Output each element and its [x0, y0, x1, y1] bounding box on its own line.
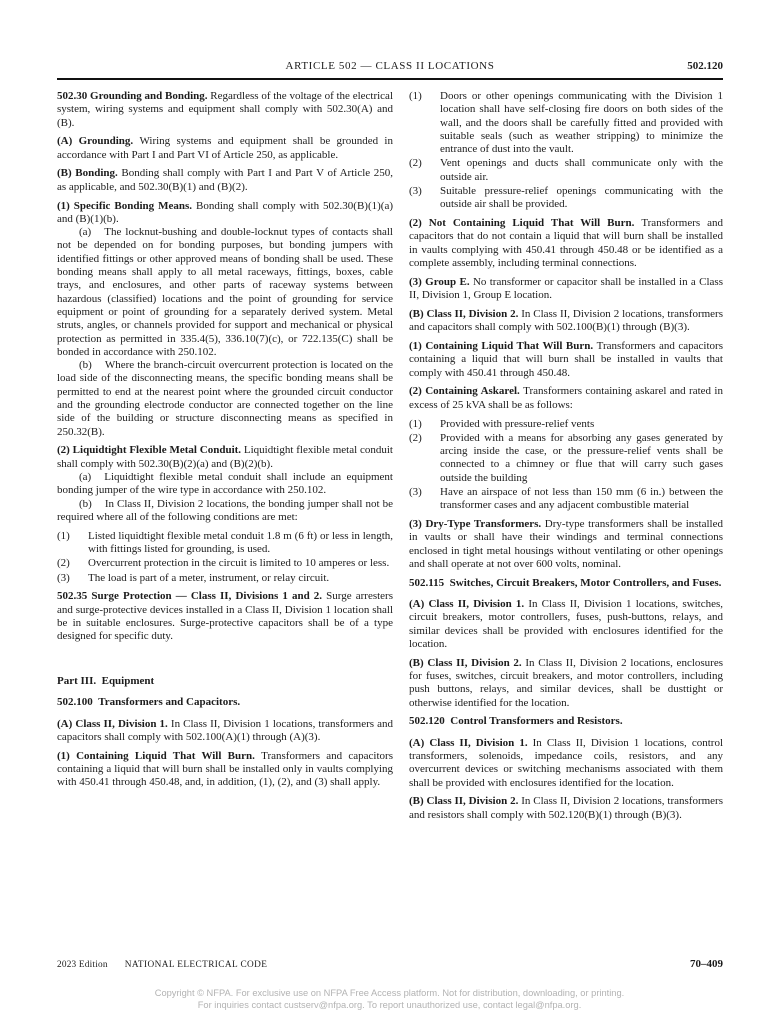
- paragraph-lead: (2) Liquidtight Flexible Metal Conduit.: [57, 444, 244, 457]
- paragraph: (1) Containing Liquid That Will Burn. Transformers and capacitors containing a liquid that will burn shall be installed in vaults that comply with 450.41 through 450.48.: [409, 340, 723, 379]
- list-item-text: Doors or other openings communicating with the Division 1 location shall have self-closing fire doors on both sides of the wall, and the doors shall be carefully fitted and provided with suitable seals (such as weather stripping) to minimize the entrance of dust into the vault.: [440, 90, 723, 156]
- left-column: [57, 90, 393, 828]
- copyright-notice: [0, 987, 779, 1011]
- paragraph-lead: (1) Containing Liquid That Will Burn.: [57, 749, 262, 762]
- paragraph-lead: (B) Bonding.: [57, 167, 122, 180]
- paragraph: 502.35 Surge Protection — Class II, Divisions 1 and 2. Surge arresters and surge-protective devices installed in a Class II, Division 1 location shall be in suitable enclosures. Surge-protective capacitors shall be of a type designed for specific duty.: [57, 590, 393, 643]
- paragraph: (2) Not Containing Liquid That Will Burn. Transformers and capacitors that do not contain a liquid that will burn shall be installed in vaults complying with 450.41 through 450.48 or be identified as a complete assembly, including terminal connections.: [409, 217, 724, 270]
- paragraph-lead: (A) Class II, Division 1.: [409, 598, 529, 611]
- paragraph-lead: (1) Containing Liquid That Will Burn.: [409, 340, 597, 353]
- edition-label: 2023 Edition: [57, 960, 108, 970]
- section-number-header: 502.120: [687, 60, 723, 72]
- spacer: [57, 649, 393, 675]
- section-heading: 502.115 Switches, Circuit Breakers, Motor Controllers, and Fuses.: [409, 576, 722, 589]
- list-item-number: (1): [409, 417, 422, 430]
- paragraph-lead: (B) Class II, Division 2.: [409, 656, 526, 669]
- page-number: 70–409: [690, 958, 723, 970]
- list-item: [409, 90, 723, 156]
- paragraph: (A) Grounding. Wiring systems and equipment shall be grounded in accordance with Part I and Part VI of Article 250, as applicable.: [57, 135, 393, 161]
- paragraph: (3) Dry-Type Transformers. Dry-type transformers shall be installed in vaults or shall have their windings and terminal connections enclosed in tight metal housings without ventilating or other openings and shall operate at not over 600 volts, nominal.: [409, 518, 723, 570]
- sub-paragraph: (b) In Class II, Division 2 locations, the bonding jumper shall not be required where all of the following conditions are met:: [57, 497, 393, 523]
- paragraph-lead: (3) Group E.: [409, 275, 473, 288]
- list-item: [409, 432, 723, 485]
- code-name-label: NATIONAL ELECTRICAL CODE: [124, 960, 268, 970]
- paragraph: (A) Class II, Division 1. In Class II, Division 1 locations, switches, circuit breakers, motor controllers, fuses, push-buttons, relays, and similar devices shall be provided with enclosures identified for the location.: [409, 598, 723, 650]
- list-item: [409, 486, 723, 513]
- sub-paragraph-label: (b): [79, 359, 92, 372]
- list-item-number: (3): [409, 486, 422, 499]
- paragraph-lead: (3) Dry-Type Transformers.: [409, 518, 545, 531]
- numbered-list: [409, 418, 723, 513]
- paragraph: (B) Bonding. Bonding shall comply with Part I and Part V of Article 250, as applicable, and 502.30(B)(1) and (B)(2).: [57, 167, 393, 193]
- copyright-line-1: Copyright © NFPA. For exclusive use on NFPA Free Access platform. Not for distribution, downloading, or printing.: [154, 988, 625, 998]
- paragraph: (A) Class II, Division 1. In Class II, Division 1 locations, control transformers, solenoids, impedance coils, resistors, and any overcurrent devices or switching mechanisms associated with them shall be provided with enclosures identified for the location.: [409, 736, 724, 789]
- paragraph: (2) Liquidtight Flexible Metal Conduit. Liquidtight flexible metal conduit shall comply with 502.30(B)(2)(a) and (B)(2)(b).: [57, 444, 393, 470]
- text-columns: [57, 90, 723, 828]
- paragraph: (1) Containing Liquid That Will Burn. Transformers and capacitors containing a liquid that will burn shall be installed only in vaults complying with 450.41 through 450.48, and, in addition, (1), (2), and (3) shall apply.: [57, 749, 393, 789]
- paragraph-lead: (A) Class II, Division 1.: [57, 717, 171, 730]
- list-item-text: Suitable pressure-relief openings communicating with the outside air shall be provided.: [440, 185, 723, 211]
- list-item-number: (1): [57, 529, 70, 542]
- paragraph: 502.30 Grounding and Bonding. Regardless of the voltage of the electrical system, wiring systems and equipment shall comply with 502.30(A) and (B).: [57, 90, 393, 129]
- sub-paragraph: (a) The locknut-bushing and double-locknut types of contacts shall not be depended on for bonding purposes, but bonding jumpers with identified fittings or other approved means of bonding shall be used. These bonding means shall apply to all metal raceways, fittings, boxes, cable trays, and enclosures, and other parts of raceway systems between hazardous (classified) locations and the point of grounding for service equipment or point of grounding for a separately derived system. Metal struts, angles, or channels provided for support and mechanical or physical protection as permitted in 335.4(5), 336.10(7)(c), or 722.135(C) shall be bonded in accordance with 250.102.: [57, 226, 393, 358]
- paragraph: (B) Class II, Division 2. In Class II, Division 2 locations, enclosures for fuses, switches, circuit breakers, and motor controllers, including push buttons, relays, and similar devices, shall be dusttight or otherwise identified for the location.: [409, 656, 723, 709]
- copyright-line-2: For inquiries contact custserv@nfpa.org. To report unauthorized use, contact legal@nfpa.org.: [197, 1000, 582, 1010]
- paragraph-lead: 502.35 Surge Protection — Class II, Divisions 1 and 2.: [57, 590, 327, 603]
- list-item-number: (2): [409, 157, 422, 170]
- article-title: ARTICLE 502 — CLASS II LOCATIONS: [285, 60, 495, 72]
- list-item-number: (2): [57, 557, 70, 570]
- paragraph-lead: (B) Class II, Division 2.: [409, 795, 522, 808]
- list-item: [57, 557, 393, 570]
- list-item: [57, 530, 393, 557]
- list-item-number: (2): [409, 431, 422, 444]
- page-header: [57, 58, 723, 80]
- section-heading: Part III. Equipment: [57, 675, 155, 688]
- list-item-text: Have an airspace of not less than 150 mm (6 in.) between the transformer cases and any adjacent combustible material: [440, 486, 723, 512]
- paragraph-lead: (1) Specific Bonding Means.: [57, 199, 196, 212]
- page-footer: [57, 958, 723, 970]
- paragraph-lead: (2) Containing Askarel.: [409, 385, 524, 398]
- paragraph-lead: 502.30 Grounding and Bonding.: [57, 90, 211, 102]
- paragraph: (B) Class II, Division 2. In Class II, Division 2 locations, transformers and capacitors shall comply with 502.100(B)(1) through (B)(3).: [409, 307, 724, 334]
- list-item-number: (1): [409, 90, 422, 102]
- section-heading: 502.120 Control Transformers and Resistors.: [409, 715, 623, 728]
- paragraph: (2) Containing Askarel. Transformers containing askarel and rated in excess of 25 kVA shall be as follows:: [409, 385, 723, 411]
- numbered-list: [409, 90, 723, 212]
- sub-paragraph-label: (a): [79, 471, 92, 484]
- section-heading: 502.100 Transformers and Capacitors.: [57, 696, 241, 709]
- list-item: [409, 157, 723, 184]
- paragraph-lead: (A) Grounding.: [57, 135, 140, 148]
- list-item-text: Listed liquidtight flexible metal conduit 1.8 m (6 ft) or less in length, with fittings listed for grounding, is used.: [88, 529, 393, 555]
- sub-paragraph-label: (a): [79, 226, 92, 239]
- list-item-text: Provided with a means for absorbing any gases generated by arcing inside the case, or the pressure-relief vents shall be connected to a chimney or flue that will carry such gases outside the building: [440, 431, 723, 484]
- list-item-number: (3): [409, 185, 422, 198]
- numbered-list: [57, 530, 393, 585]
- list-item-text: Overcurrent protection in the circuit is limited to 10 amperes or less.: [88, 557, 390, 570]
- sub-paragraph: (a) Liquidtight flexible metal conduit shall include an equipment bonding jumper of the wire type in accordance with 250.102.: [57, 471, 393, 497]
- paragraph: (3) Group E. No transformer or capacitor shall be installed in a Class II, Division 1, Group E location.: [409, 275, 723, 302]
- right-column: [409, 90, 723, 828]
- paragraph-lead: (A) Class II, Division 1.: [409, 736, 533, 749]
- list-item-text: The load is part of a meter, instrument, or relay circuit.: [88, 571, 330, 584]
- list-item: [409, 418, 723, 431]
- paragraph-lead: (B) Class II, Division 2.: [409, 307, 522, 320]
- sub-paragraph: (b) Where the branch-circuit overcurrent protection is located on the load side of the disconnecting means, the specific bonding means shall be permitted to end at the nearest point where the grounded circuit conductor and the grounding electrode conductor are connected together on the line side of the building or structure disconnecting means as specified in 250.32(B).: [57, 359, 393, 438]
- list-item: [409, 185, 723, 212]
- paragraph: (A) Class II, Division 1. In Class II, Division 1 locations, transformers and capacitors shall comply with 502.100(A)(1) through (A)(3).: [57, 717, 394, 743]
- list-item: [57, 572, 393, 585]
- list-item-number: (3): [57, 571, 70, 584]
- paragraph: (B) Class II, Division 2. In Class II, Division 2 locations, transformers and resistors shall comply with 502.120(B)(1) through (B)(3).: [409, 795, 724, 821]
- paragraph: (1) Specific Bonding Means. Bonding shall comply with 502.30(B)(1)(a) and (B)(1)(b).: [57, 199, 393, 225]
- list-item-text: Provided with pressure-relief vents: [440, 417, 595, 430]
- sub-paragraph-label: (b): [79, 497, 92, 510]
- paragraph-lead: (2) Not Containing Liquid That Will Burn.: [409, 217, 642, 230]
- list-item-text: Vent openings and ducts shall communicate only with the outside air.: [440, 157, 723, 183]
